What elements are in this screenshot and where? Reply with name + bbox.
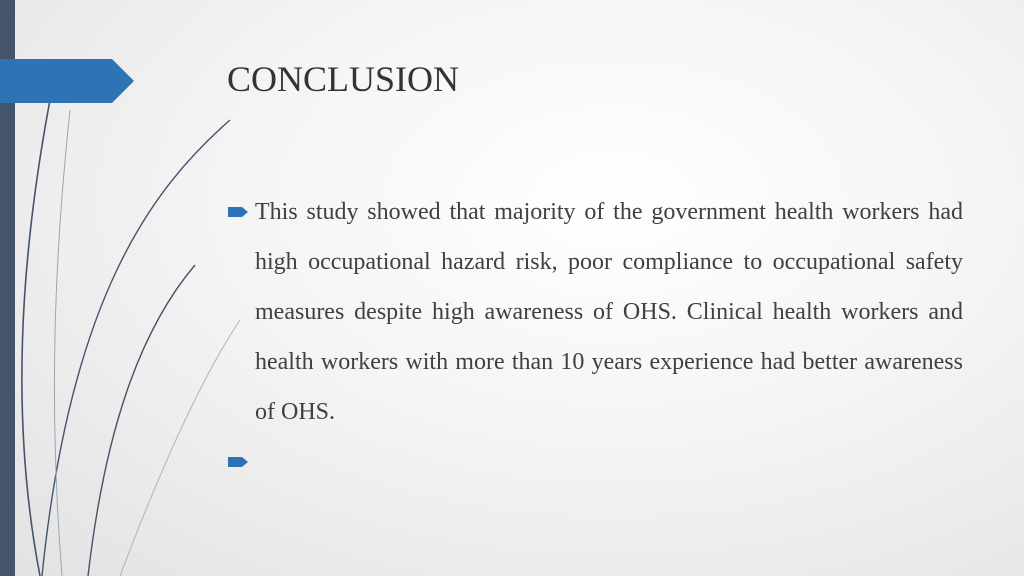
slide-title: CONCLUSION	[227, 59, 460, 99]
bullet-item-empty	[228, 437, 963, 487]
arrow-bullet-icon	[228, 456, 248, 468]
bullet-item	[228, 187, 963, 437]
title-accent-arrow	[0, 59, 134, 103]
bullet-text: This study showed that majority of the government health workers had high occupational hazard risk, poor compliance to occupational safety measures despite high awareness of OHS. Clinical health workers and health workers with more than 10 years experience had better awareness of OHS.	[255, 199, 963, 425]
bullet-list	[228, 187, 963, 487]
arrow-bullet-icon	[228, 206, 248, 218]
